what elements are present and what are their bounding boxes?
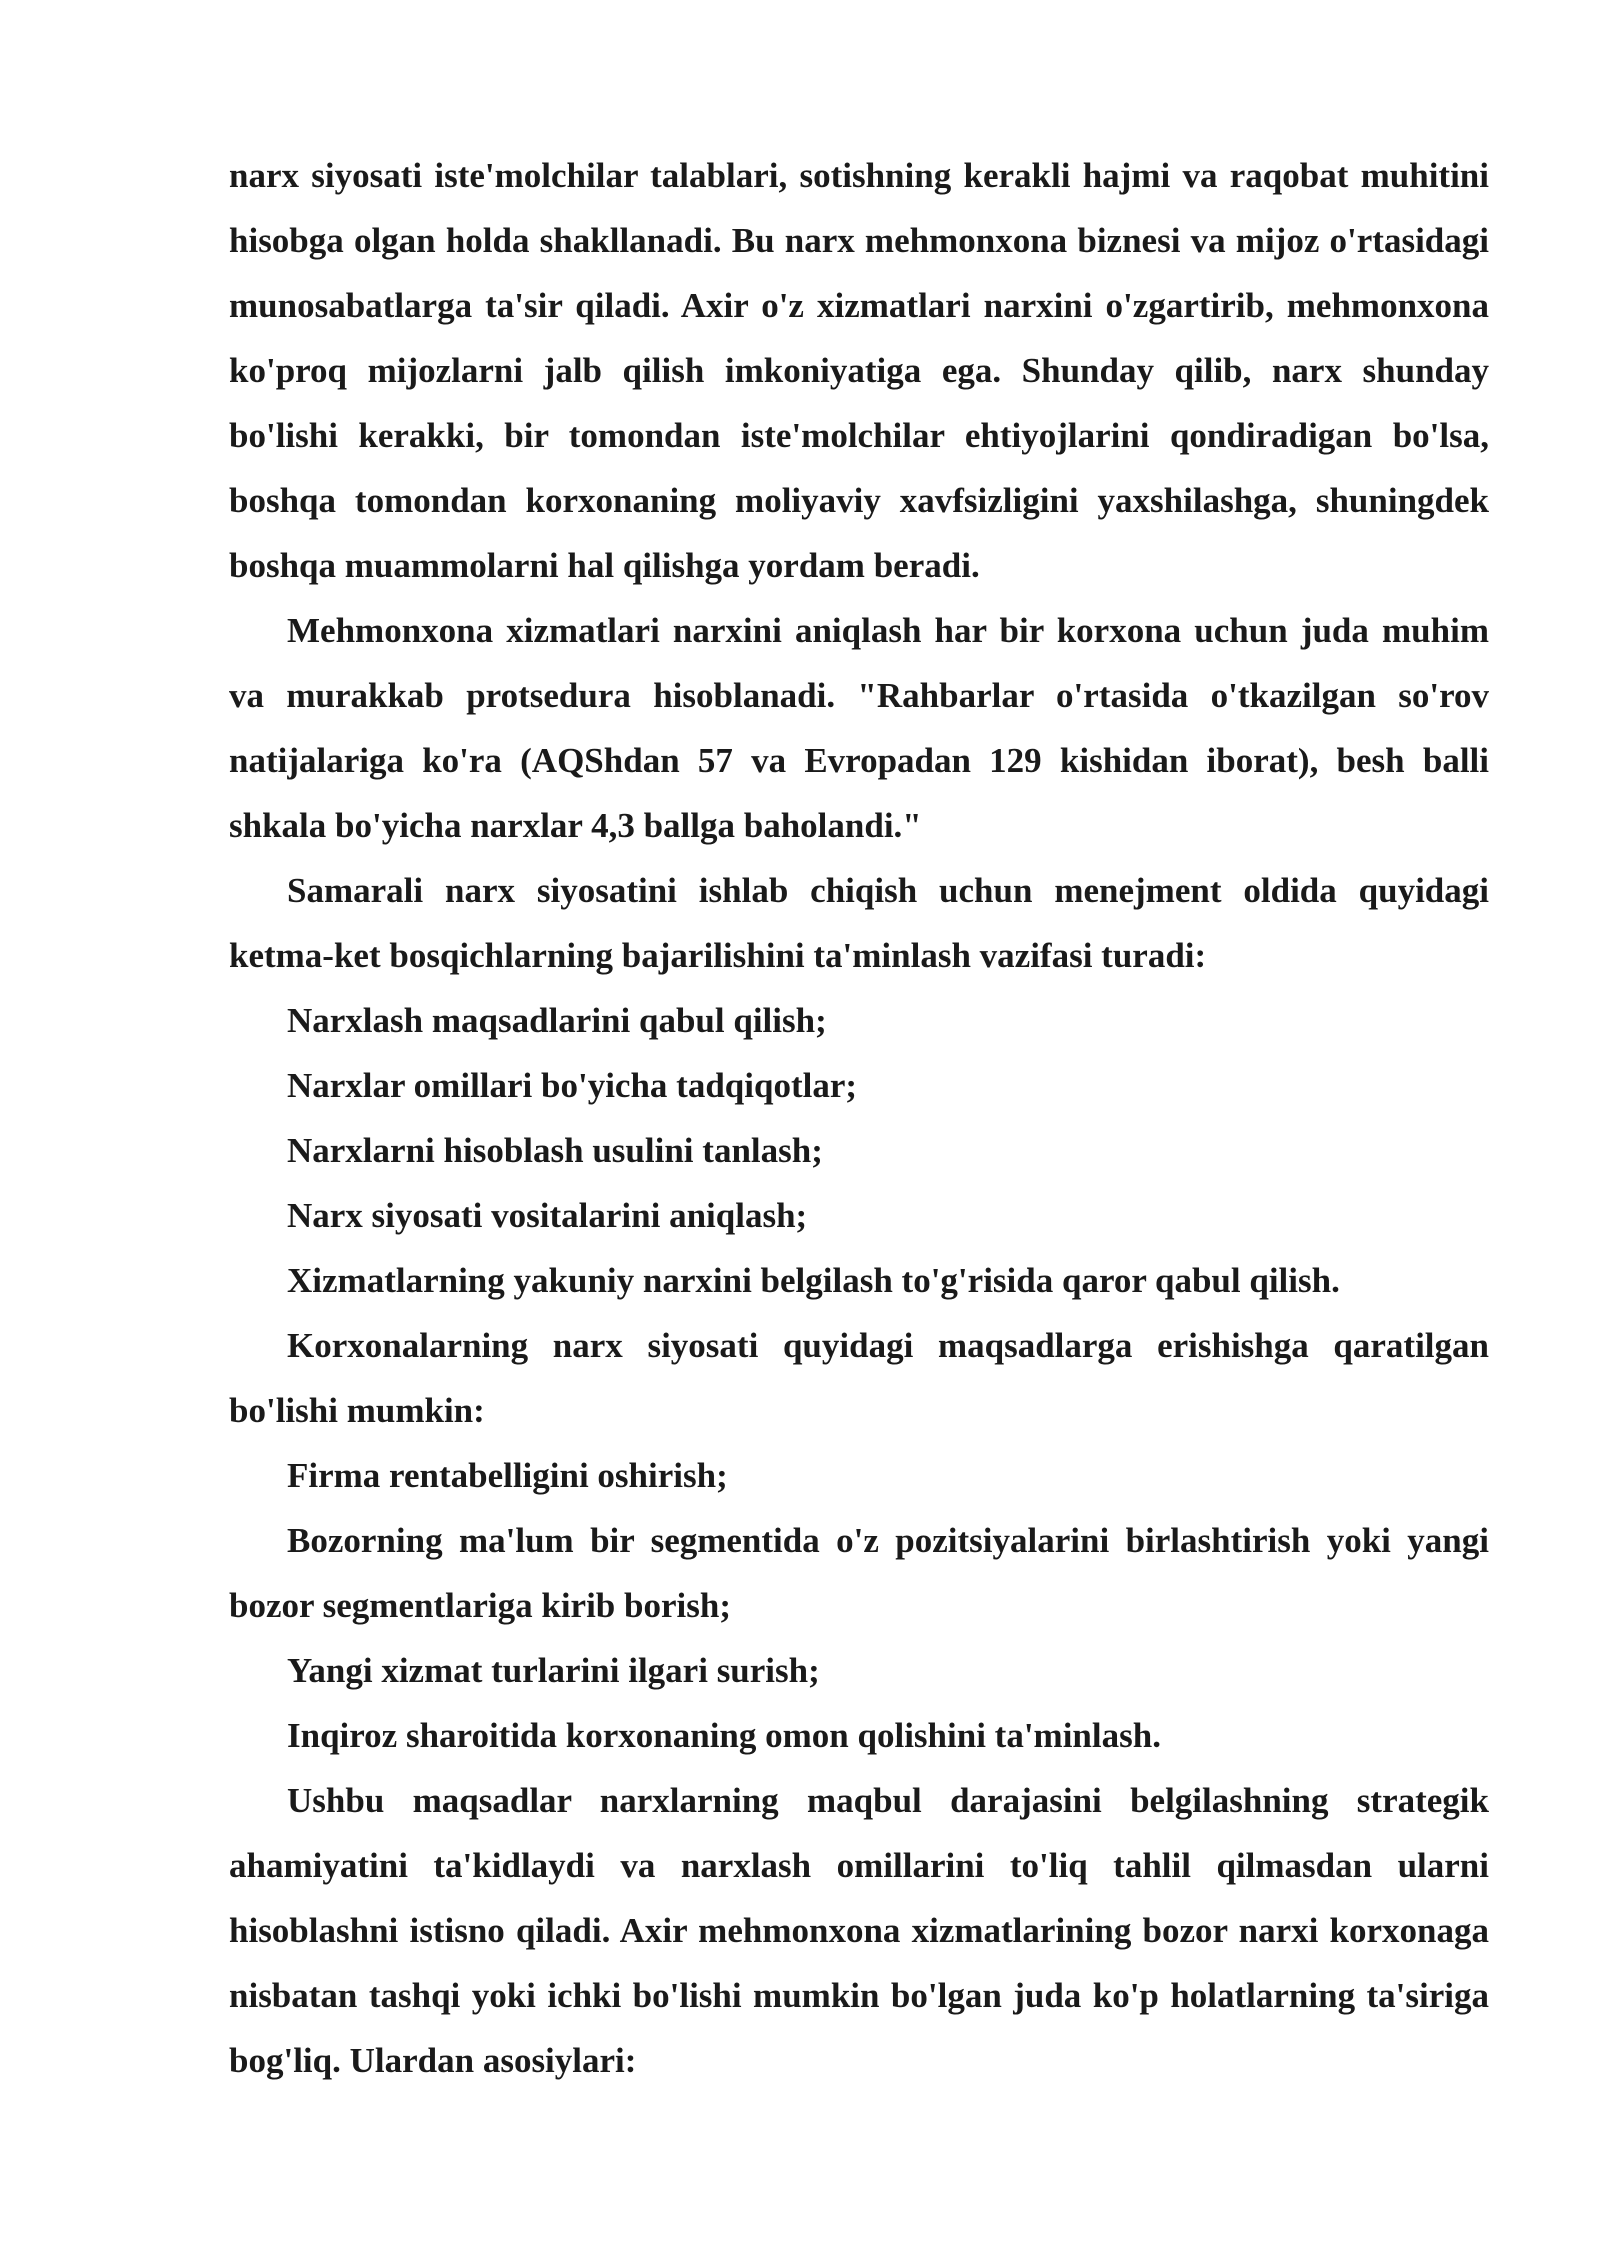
list-item-goal-4: Inqiroz sharoitida korxonaning omon qolishini ta'minlash. (287, 1716, 1161, 1755)
paragraph-conclusion: Ushbu maqsadlar narxlarning maqbul darajasini belgilashning strategik ahamiyatini ta'kidlaydi va narxlash omillarini to'liq tahlil qilmasdan ularni hisoblashni istisno qiladi. Axir mehmonxona xizmatlarining bozor narxi korxonaga nisbatan tashqi yoki ichki bo'lishi mumkin bo'lgan juda ko'p holatlarning ta'siriga bog'liq. Ulardan asosiylari: (229, 1781, 1489, 2080)
list-item-stage-2: Narxlar omillari bo'yicha tadqiqotlar; (287, 1066, 858, 1105)
list-item-stage-1: Narxlash maqsadlarini qabul qilish; (287, 1001, 827, 1040)
paragraph-continuation: narx siyosati iste'molchilar talablari, sotishning kerakli hajmi va raqobat muhitini hisobga olgan holda shakllanadi. Bu narx mehmonxona biznesi va mijoz o'rtasidagi munosabatlarga ta'sir qiladi. Axir o'z xizmatlari narxini o'zgartirib, mehmonxona ko'proq mijozlarni jalb qilish imkoniyatiga ega. Shunday qilib, narx shunday bo'lishi kerakki, bir tomondan iste'molchilar ehtiyojlarini qondiradigan bo'lsa, boshqa tomondan korxonaning moliyaviy xavfsizligini yaxshilashga, shuningdek boshqa muammolarni hal qilishga yordam beradi. (229, 156, 1489, 585)
list-item-goal-2: Bozorning ma'lum bir segmentida o'z pozitsiyalarini birlashtirish yoki yangi bozor segmentlariga kirib borish; (229, 1521, 1489, 1625)
list-item-stage-4: Narx siyosati vositalarini aniqlash; (287, 1196, 808, 1235)
list-item-stage-3: Narxlarni hisoblash usulini tanlash; (287, 1131, 823, 1170)
paragraph-stages-intro: Samarali narx siyosatini ishlab chiqish uchun menejment oldida quyidagi ketma-ket bosqichlarning bajarilishini ta'minlash vazifasi turadi: (229, 871, 1489, 975)
list-item-goal-1: Firma rentabelligini oshirish; (287, 1456, 728, 1495)
list-item-stage-5: Xizmatlarning yakuniy narxini belgilash to'g'risida qaror qabul qilish. (287, 1261, 1340, 1300)
paragraph-price-determination: Mehmonxona xizmatlari narxini aniqlash har bir korxona uchun juda muhim va murakkab protsedura hisoblanadi. "Rahbarlar o'rtasida o'tkazilgan so'rov natijalariga ko'ra (AQShdan 57 va Evropadan 129 kishidan iborat), besh balli shkala bo'yicha narxlar 4,3 ballga baholandi." (229, 611, 1489, 845)
list-item-goal-3: Yangi xizmat turlarini ilgari surish; (287, 1651, 820, 1690)
document-page (229, 143, 1489, 2093)
paragraph-goals-intro: Korxonalarning narx siyosati quyidagi maqsadlarga erishishga qaratilgan bo'lishi mumkin: (229, 1326, 1489, 1430)
